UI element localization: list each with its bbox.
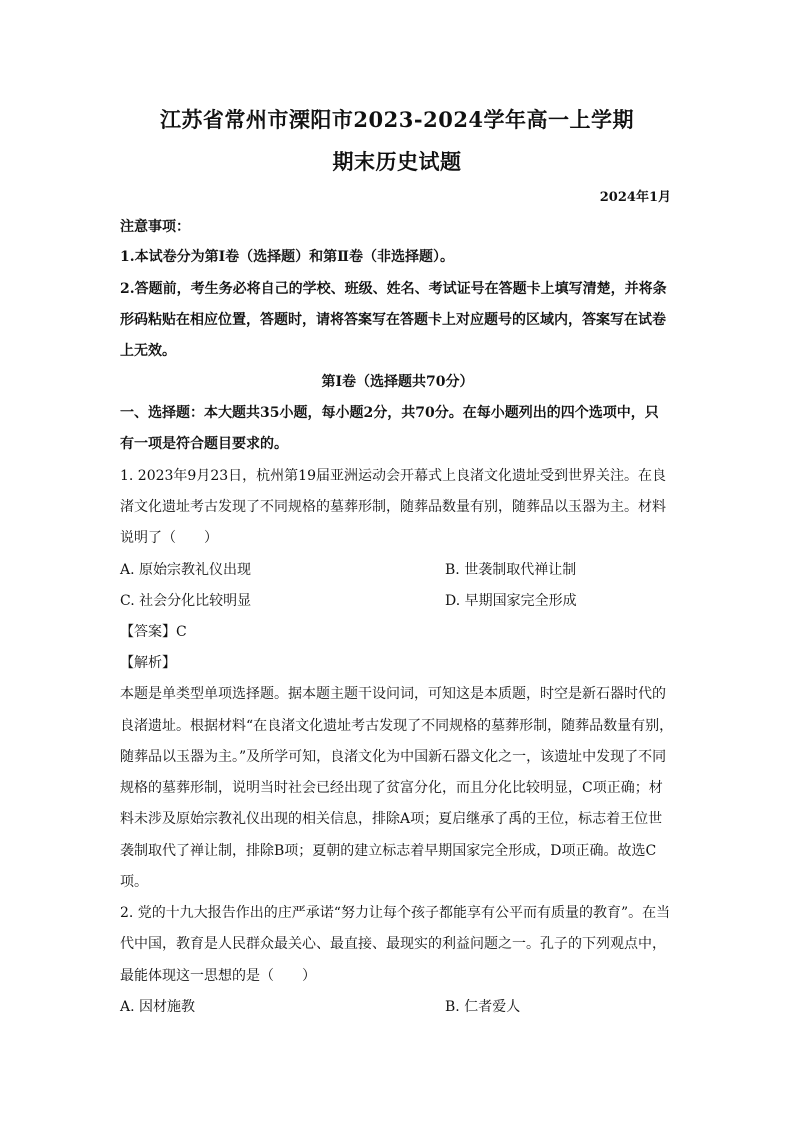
- q1-analysis-line: 随葬品以玉器为主。”及所学可知，良渚文化为中国新石器文化之一，该遗址中发现了不同: [120, 749, 667, 765]
- exam-title-line2: 期末历史试题: [332, 149, 462, 174]
- q1-stem-line1: 1. 2023年9月23日，杭州第19届亚洲运动会开幕式上良渚文化遗址受到世界关注。在良: [120, 468, 666, 484]
- q1-analysis-line: 项。: [120, 874, 148, 890]
- notice-item-2-line1: 2.答题前，考生务必将自己的学校、班级、姓名、考试证号在答题卡上填写清楚，并将条: [120, 281, 667, 297]
- q1-analysis-line: 料未涉及原始宗教礼仪出现的相关信息，排除A项；夏启继承了禹的王位，标志着王位世: [120, 811, 663, 827]
- q1-option-a: A. 原始宗教礼仪出现: [120, 562, 252, 578]
- q1-stem-line2: 渚文化遗址考古发现了不同规格的墓葬形制，随葬品数量有别，随葬品以玉器为主。材料: [120, 499, 666, 515]
- exam-title-line1: 江苏省常州市溧阳市2023-2024学年高一上学期: [159, 107, 635, 132]
- q1-analysis-line: 规格的墓葬形制，说明当时社会已经出现了贫富分化，而且分化比较明显，C项正确；材: [120, 780, 663, 796]
- q1-option-c: C. 社会分化比较明显: [120, 593, 252, 609]
- q2-option-a: A. 因材施教: [120, 999, 196, 1015]
- notice-heading: 注意事项：: [120, 219, 190, 235]
- q2-stem-line3: 最能体现这一思想的是（ ）: [120, 968, 316, 984]
- q1-analysis-heading: 【解析】: [120, 655, 176, 671]
- notice-item-2-line2: 形码粘贴在相应位置，答题时，请将答案写在答题卡上对应题号的区域内，答案写在试卷: [120, 312, 666, 328]
- notice-item-2-line3: 上无效。: [120, 343, 176, 359]
- q1-analysis-line: 袭制取代了禅让制，排除B项；夏朝的建立标志着早期国家完全形成，D项正确。故选C: [120, 843, 657, 859]
- q1-analysis-line: 本题是单类型单项选择题。据本题主题干设问词，可知这是本质题，时空是新石器时代的: [120, 686, 666, 702]
- q1-option-b: B. 世袭制取代禅让制: [445, 562, 577, 578]
- q1-analysis-line: 良渚遗址。根据材料“在良渚文化遗址考古发现了不同规格的墓葬形制，随葬品数量有别，: [120, 718, 674, 734]
- notice-item-1: 1.本试卷分为第Ⅰ卷（选择题）和第Ⅱ卷（非选择题）。: [120, 249, 454, 265]
- q1-answer: 【答案】C: [120, 624, 187, 640]
- section-instructions-line2: 有一项是符合题目要求的。: [120, 436, 288, 452]
- q1-stem-line3: 说明了（ ）: [120, 530, 218, 546]
- q2-stem-line2: 代中国，教育是人民群众最关心、最直接、最现实的利益问题之一。孔子的下列观点中，: [120, 936, 666, 952]
- exam-date: 2024年1月: [599, 190, 671, 205]
- q1-option-d: D. 早期国家完全形成: [445, 593, 577, 609]
- q2-option-b: B. 仁者爱人: [445, 999, 521, 1015]
- section-instructions-line1: 一、选择题：本大题共35小题，每小题2分，共70分。在每小题列出的四个选项中，只: [120, 405, 659, 421]
- q2-stem-line1: 2. 党的十九大报告作出的庄严承诺“努力让每个孩子都能享有公平而有质量的教育”。在当: [120, 905, 671, 921]
- section-heading: 第Ⅰ卷（选择题共70分）: [321, 374, 474, 390]
